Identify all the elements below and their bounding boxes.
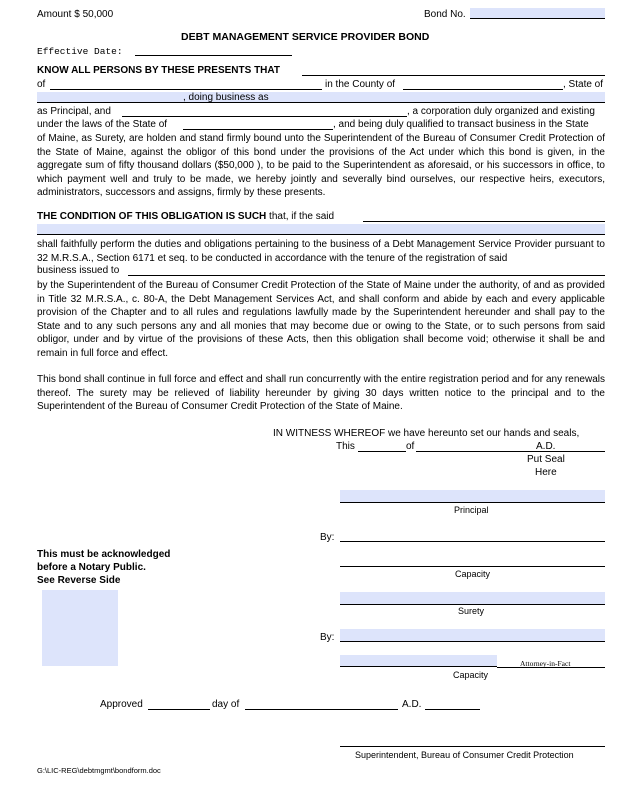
here-label: Here bbox=[535, 467, 557, 478]
capacity-caption-2: Capacity bbox=[453, 670, 489, 680]
day-of-label: day of bbox=[212, 699, 240, 710]
state-of-label: , State of bbox=[563, 79, 604, 90]
principal-by-field[interactable] bbox=[340, 541, 605, 542]
capacity-caption-1: Capacity bbox=[455, 569, 491, 579]
condition-para1: shall faithfully perform the duties and obligations pertaining to the business of a Debt Management Service Provider pursuant to 32 M.R.S.A., Section 6171 et seq. to be conducted in accordance with the tenure of the registration of said bbox=[37, 239, 605, 264]
principal-signature-field[interactable] bbox=[340, 490, 605, 503]
county-label: in the County of bbox=[325, 79, 396, 90]
county-field[interactable] bbox=[403, 89, 563, 90]
by-label-1: By: bbox=[320, 532, 335, 543]
page-title: DEBT MANAGEMENT SERVICE PROVIDER BOND bbox=[181, 31, 430, 43]
bond-no-field[interactable] bbox=[470, 8, 605, 19]
dba-label: , doing business as bbox=[183, 92, 269, 103]
superintendent-caption: Superintendent, Bureau of Consumer Credit Protection bbox=[355, 750, 574, 760]
witness-ad: A.D. bbox=[536, 441, 556, 452]
intro-body: of Maine, as Surety, are holden and stand firmly bound unto the Superintendent of the Bureau of Consumer Credit Protection of the State of Maine, against the obligor of this bond under the provisions of the Act under which this bond is given, in the aggregate sum of fifty thousand dollars ($50,000 ), to be paid to the Superintendent as aforesaid, or his successors in office, to which payment well and truly to be made, we hereby jointly and severally bind ourselves, our respective heirs, executors, administrators, successors and assigns, firmly by these presents. bbox=[37, 133, 605, 198]
by-label-2: By: bbox=[320, 632, 335, 643]
principal-extra-field[interactable] bbox=[37, 102, 183, 103]
principal-address-field[interactable] bbox=[50, 89, 322, 90]
know-all-heading: KNOW ALL PERSONS BY THESE PRESENTS THAT bbox=[37, 65, 280, 76]
approved-day-field[interactable] bbox=[148, 709, 210, 710]
witness-line: IN WITNESS WHEREOF we have hereunto set our hands and seals, bbox=[273, 428, 580, 439]
effective-date-label: Effective Date: bbox=[37, 46, 123, 57]
file-path: G:\LIC-REG\debtmgmt\bondform.doc bbox=[37, 766, 161, 775]
qualified-label: , and being duly qualified to transact business in the State bbox=[333, 119, 589, 130]
condition-para3: This bond shall continue in full force and effect and shall run concurrently with the entire registration period and for any renewals thereof. The surety may be relieved of liability hereunder by giving 30 days written notice to the principal and to the Superintendent of the Bureau of Consumer Credit Protection of the State of Maine. bbox=[37, 374, 605, 412]
notary-line-2: before a Notary Public. bbox=[37, 562, 146, 573]
effective-date-field[interactable] bbox=[135, 55, 292, 56]
surety-name-field[interactable] bbox=[122, 116, 407, 117]
corporation-label: , a corporation duly organized and existing bbox=[407, 106, 595, 117]
condition-principal-field[interactable] bbox=[363, 221, 605, 222]
condition-heading-bold: THE CONDITION OF THIS OBLIGATION IS SUCH bbox=[37, 211, 267, 222]
notary-line-3: See Reverse Side bbox=[37, 575, 121, 586]
dba-field[interactable] bbox=[277, 102, 605, 103]
surety-by-field[interactable] bbox=[340, 629, 605, 642]
seal-box[interactable] bbox=[42, 590, 118, 666]
witness-this: This bbox=[336, 441, 355, 452]
notary-note bbox=[37, 548, 170, 587]
under-laws-label: under the laws of the State of bbox=[37, 119, 168, 130]
condition-heading bbox=[37, 211, 334, 222]
attorney-label: Attorney-in-Fact bbox=[520, 659, 571, 668]
principal-caption: Principal bbox=[454, 505, 489, 515]
put-seal-label: Put Seal bbox=[527, 454, 565, 465]
business-issued-label: business issued to bbox=[37, 265, 120, 276]
approved-month-field[interactable] bbox=[245, 709, 398, 710]
surety-caption: Surety bbox=[458, 606, 485, 616]
approved-ad-label: A.D. bbox=[402, 699, 422, 710]
condition-principal-field-2[interactable] bbox=[37, 224, 605, 235]
witness-month-field[interactable] bbox=[416, 451, 536, 452]
principal-name-field[interactable] bbox=[302, 75, 605, 76]
of-label: of bbox=[37, 79, 46, 90]
principal-capacity-field[interactable] bbox=[340, 566, 605, 567]
witness-of: of bbox=[406, 441, 415, 452]
business-issued-field[interactable] bbox=[128, 275, 605, 276]
surety-state-field[interactable] bbox=[183, 129, 333, 130]
bond-no-label: Bond No. bbox=[424, 9, 466, 20]
surety-capacity-field[interactable] bbox=[340, 655, 497, 667]
approved-label: Approved bbox=[100, 699, 143, 710]
witness-year-field[interactable] bbox=[536, 441, 605, 452]
approved-year-field[interactable] bbox=[425, 709, 480, 710]
attorney-line bbox=[497, 667, 605, 668]
surety-signature-field[interactable] bbox=[340, 592, 605, 605]
superintendent-signature-field[interactable] bbox=[340, 746, 605, 747]
amount-label: Amount $ 50,000 bbox=[37, 9, 114, 20]
condition-heading-rest: that, if the said bbox=[266, 211, 335, 222]
witness-day-field[interactable] bbox=[358, 451, 406, 452]
condition-para2: by the Superintendent of the Bureau of Consumer Credit Protection of the State of Maine under the authority, of and as provided in Title 32 M.R.S.A., c. 80-A, the Debt Management Services Act, and shall conform and abide by each and every applicable provision of the Chapter and to all rules and regulations lawfully made by the Superintendent hereunder and shall pay to the State and to any such persons any and all monies that may become due or owing to the State, or to such persons from said obligor, under and by virtue of the provisions of these Acts, then this obligation shall become void; otherwise it shall be and remain in full force and effect. bbox=[37, 280, 605, 359]
as-principal-label: as Principal, and bbox=[37, 106, 111, 117]
notary-line-1: This must be acknowledged bbox=[37, 549, 171, 560]
